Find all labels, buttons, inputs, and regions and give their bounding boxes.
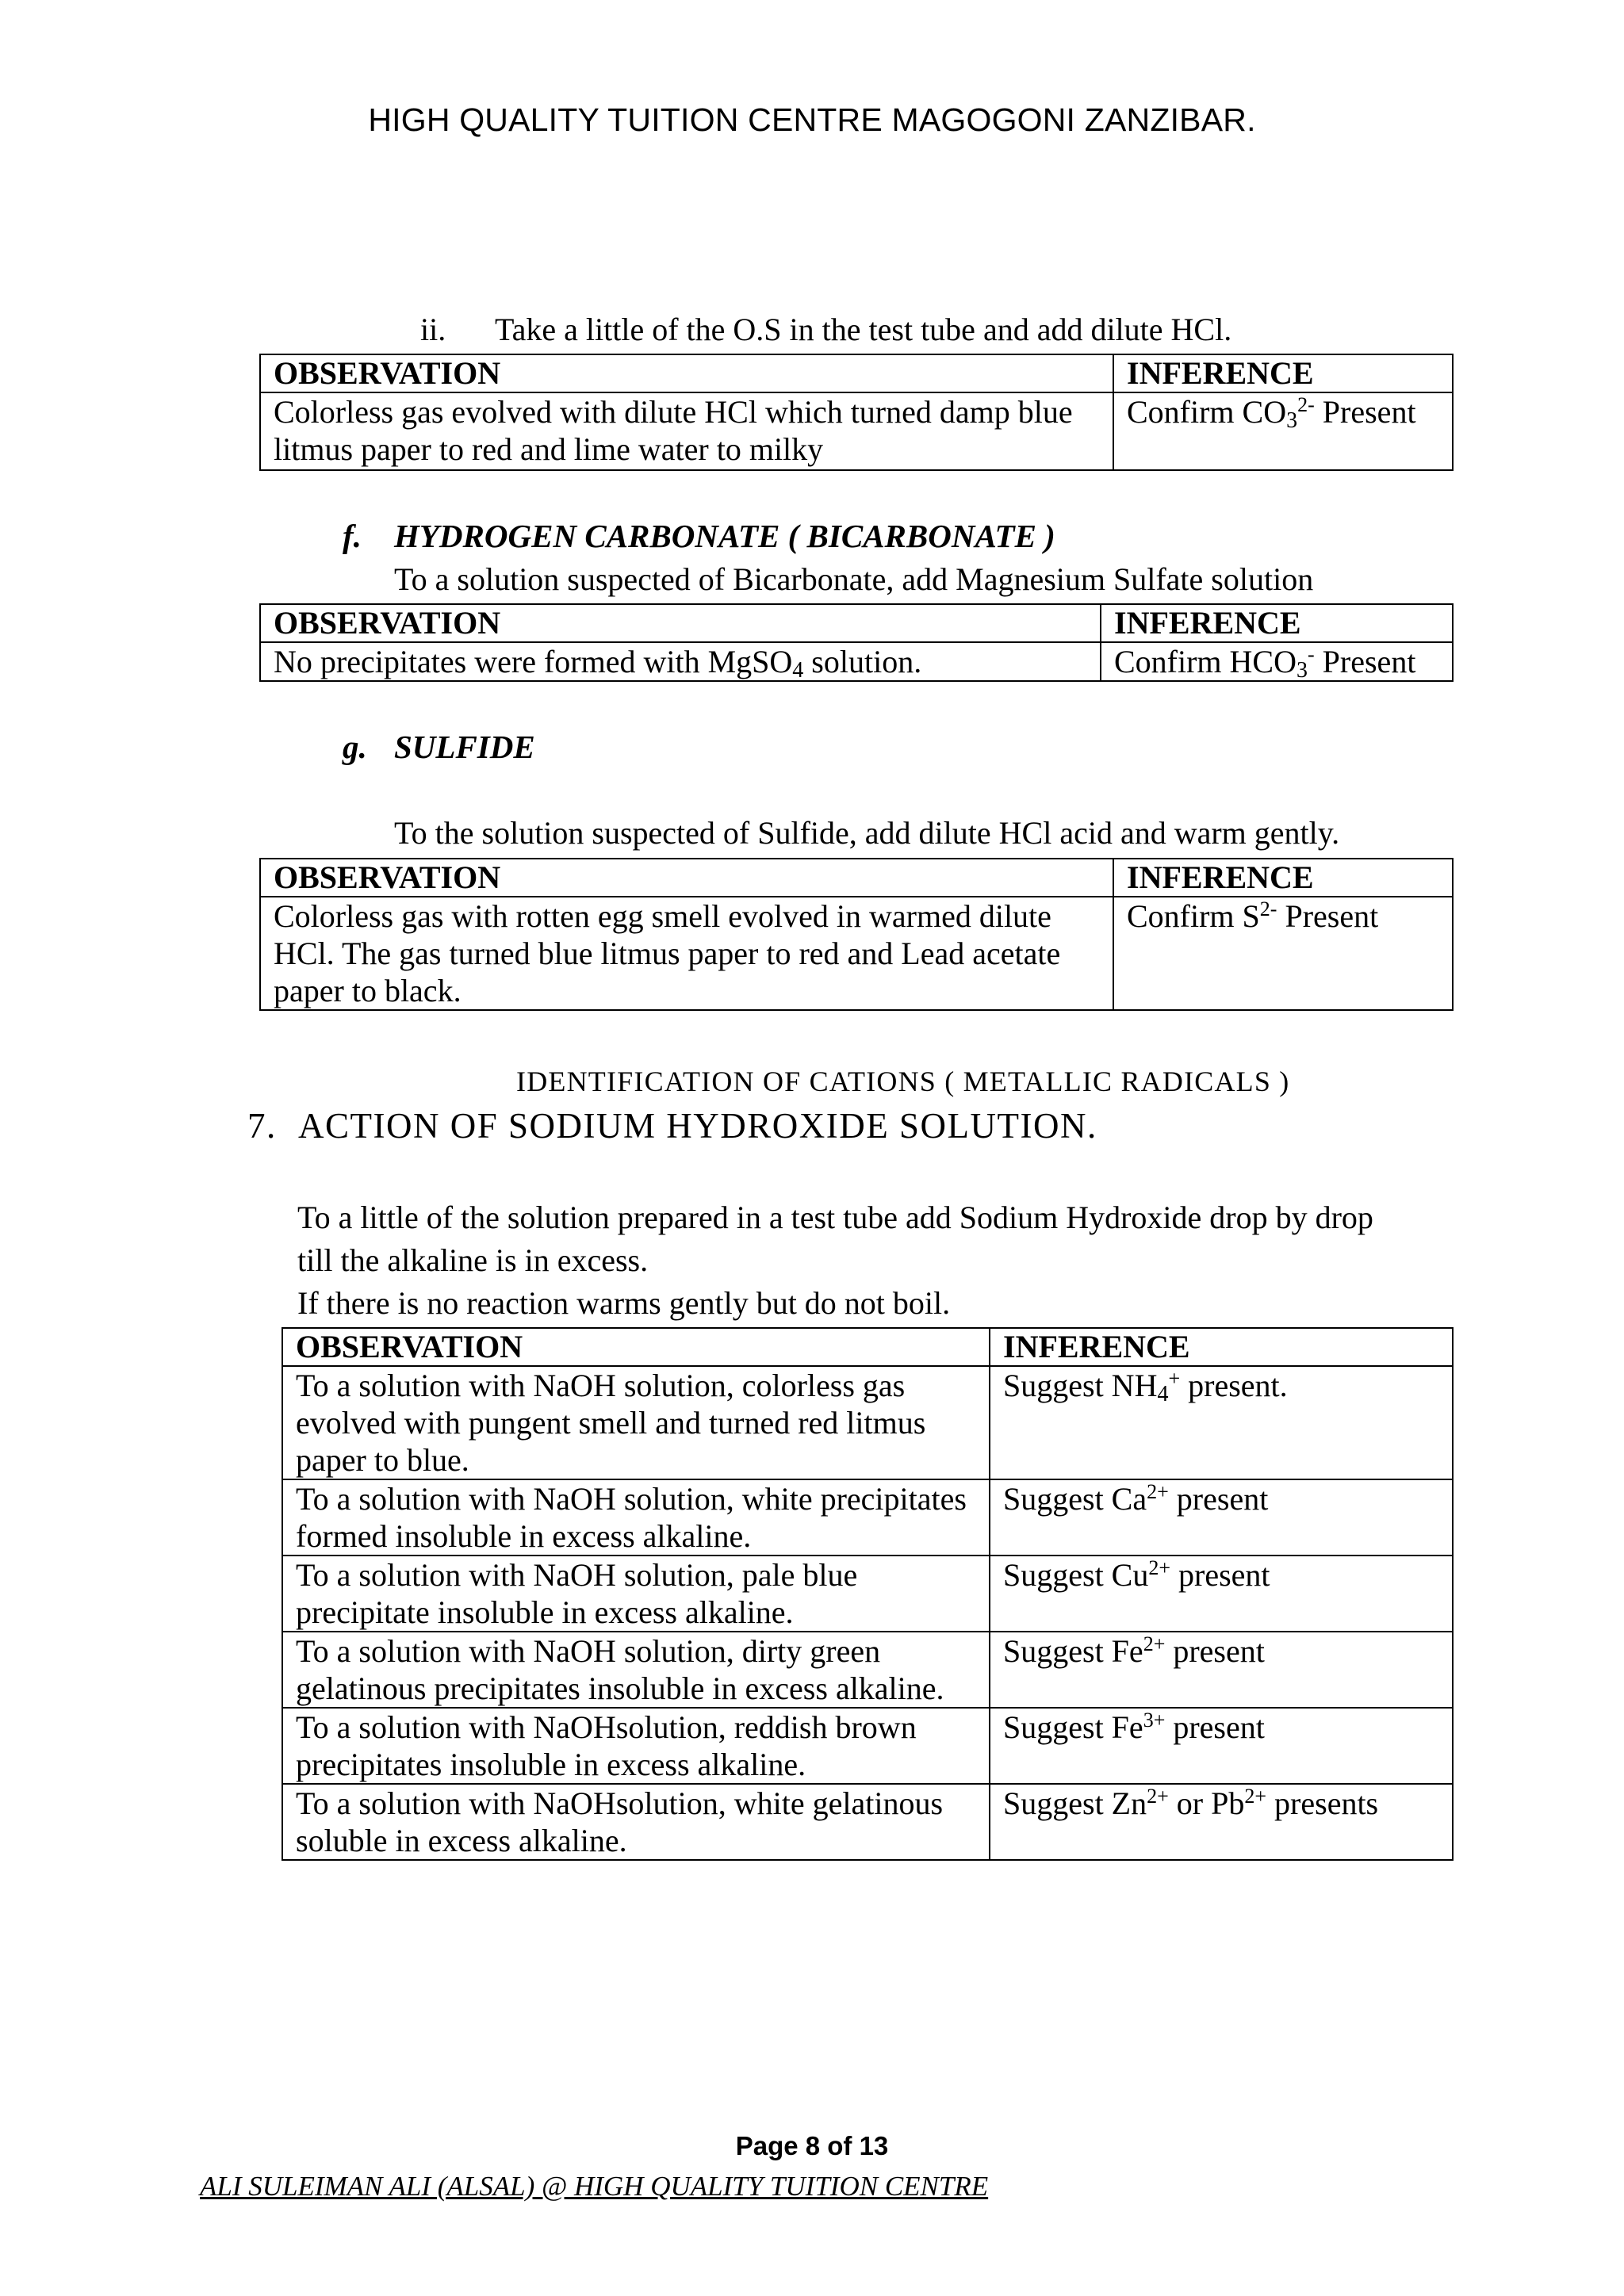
sulfide-table (259, 858, 1454, 1011)
observation-header: OBSERVATION (260, 859, 1113, 897)
table-row (282, 1366, 1453, 1479)
observation-cell: To a solution with NaOH solution, white precipitates formed insoluble in excess alkaline. (282, 1479, 990, 1556)
table-header-row (260, 604, 1453, 642)
observation-cell: To a solution with NaOH solution, colorless gas evolved with pungent smell and turned red litmus paper to blue. (282, 1366, 990, 1479)
inference-cell: Suggest $Ca^{2+}$ present (990, 1479, 1453, 1556)
section-7-title: ACTION OF SODIUM HYDROXIDE SOLUTION. (298, 1106, 1097, 1146)
inference-header: INFERENCE (1113, 859, 1453, 897)
observation-cell: Colorless gas with rotten egg smell evolved in warmed dilute HCl. The gas turned blue litmus paper to red and Lead acetate paper to black. (260, 897, 1113, 1010)
cations-paragraph-line: To a little of the solution prepared in a test tube add Sodium Hydroxide drop by drop (297, 1200, 1373, 1235)
table-header-row (260, 354, 1453, 392)
inference-cell: Suggest $Fe^{3+}$ present (990, 1708, 1453, 1784)
table-row (260, 392, 1453, 470)
footer-author: ALI SULEIMAN ALI (ALSAL) @ HIGH QUALITY TUITION CENTRE (200, 2171, 989, 2202)
section-f-title: HYDROGEN CARBONATE ( BICARBONATE ) (394, 518, 1055, 554)
section-g-letter: g. (343, 729, 367, 765)
table-row (282, 1632, 1453, 1708)
table-row (282, 1556, 1453, 1632)
section-g-instruction: To the solution suspected of Sulfide, add dilute HCl acid and warm gently. (394, 815, 1340, 851)
inference-cell: Suggest $Fe^{2+}$ present (990, 1632, 1453, 1708)
inference-cell: Suggest $Cu^{2+}$ present (990, 1556, 1453, 1632)
step-ii-number: ii. (420, 312, 446, 347)
section-f-instruction: To a solution suspected of Bicarbonate, add Magnesium Sulfate solution (394, 561, 1314, 597)
observation-header: OBSERVATION (260, 604, 1101, 642)
inference-cell: Suggest $Zn^{2+}$ or $Pb^{2+}$ presents (990, 1784, 1453, 1860)
bicarbonate-table (259, 603, 1454, 682)
observation-cell: To a solution with NaOH solution, pale blue precipitate insoluble in excess alkaline. (282, 1556, 990, 1632)
section-7-number: 7. (247, 1106, 277, 1146)
cations-heading: IDENTIFICATION OF CATIONS ( METALLIC RADICALS ) (516, 1066, 1290, 1097)
inference-cell: Confirm $S^{2-}$ Present (1113, 897, 1453, 1010)
page-header-title: HIGH QUALITY TUITION CENTRE MAGOGONI ZANZIBAR. (368, 101, 1256, 138)
inference-header: INFERENCE (1113, 354, 1453, 392)
section-f-letter: f. (343, 518, 362, 554)
table-row (282, 1479, 1453, 1556)
observation-cell: No precipitates were formed with MgSO$_4$ solution. (260, 642, 1101, 681)
observation-cell: To a solution with NaOHsolution, white gelatinous soluble in excess alkaline. (282, 1784, 990, 1860)
cations-paragraph-line: If there is no reaction warms gently but do not boil. (297, 1285, 951, 1321)
inference-header: INFERENCE (990, 1328, 1453, 1366)
table-header-row (282, 1328, 1453, 1366)
observation-header: OBSERVATION (260, 354, 1113, 392)
naoh-table (282, 1327, 1454, 1861)
inference-cell: Suggest $NH_4^+$ present. (990, 1366, 1453, 1479)
table-header-row (260, 859, 1453, 897)
table-row (282, 1784, 1453, 1860)
observation-header: OBSERVATION (282, 1328, 990, 1366)
inference-cell: Confirm $HCO_3^-$ Present (1101, 642, 1453, 681)
table-row (260, 897, 1453, 1010)
inference-cell: Confirm $CO_3^{2-}$ Present (1113, 392, 1453, 470)
inference-header: INFERENCE (1101, 604, 1453, 642)
table-row (282, 1708, 1453, 1784)
cations-paragraph-line: till the alkaline is in excess. (297, 1242, 649, 1278)
observation-cell: To a solution with NaOHsolution, reddish brown precipitates insoluble in excess alkaline. (282, 1708, 990, 1784)
page-number: Page 8 of 13 (735, 2131, 889, 2160)
carbonate-table (259, 354, 1454, 471)
section-g-title: SULFIDE (394, 729, 535, 765)
table-row (260, 642, 1453, 681)
step-ii-text: Take a little of the O.S in the test tube and add dilute HCl. (495, 312, 1232, 347)
observation-cell: To a solution with NaOH solution, dirty green gelatinous precipitates insoluble in excess alkaline. (282, 1632, 990, 1708)
observation-cell: Colorless gas evolved with dilute HCl which turned damp blue litmus paper to red and lime water to milky (260, 392, 1113, 470)
